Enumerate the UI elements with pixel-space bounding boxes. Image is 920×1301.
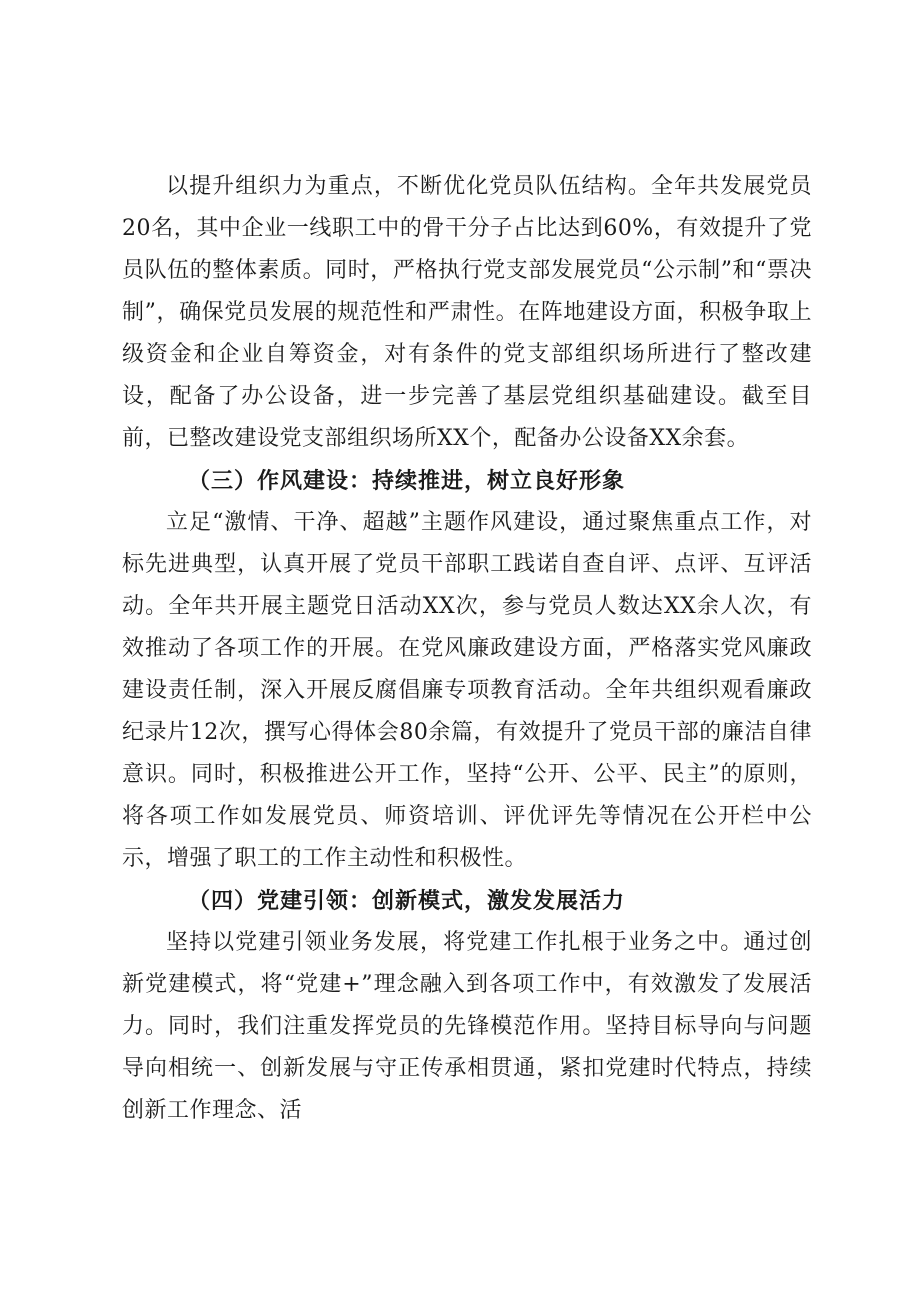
paragraph-party-leadership: 坚持以党建引领业务发展，将党建工作扎根于业务之中。通过创新党建模式，将“党建+”理念融入到各项工作中，有效激发了发展活力。同时，我们注重发挥党员的先锋模范作用。坚持目标导向与问题导向相统一、创新发展与守正传承相贯通，紧扣党建时代特点，持续创新工作理念、活 bbox=[122, 930, 812, 1123]
section-heading-4: （四）党建引领：创新模式，激发发展活力 bbox=[188, 888, 626, 914]
paragraph-organization: 以提升组织力为重点，不断优化党员队伍结构。全年共发展党员20名，其中企业一线职工中的骨干分子占比达到60%，有效提升了党员队伍的整体素质。同时，严格执行党支部发展党员“公示制”和“票决制”，确保党员发展的规范性和严肃性。在阵地建设方面，积极争取上级资金和企业自筹资金，对有条件的党支部组织场所进行了整改建设，配备了办公设备，进一步完善了基层党组织基础建设。截至目前，已整改建设党支部组织场所XX个，配备办公设备XX余套。 bbox=[122, 174, 812, 451]
paragraph-work-style: 立足“激情、干净、超越”主题作风建设，通过聚焦重点工作，对标先进典型，认真开展了党员干部职工践诺自查自评、点评、互评活动。全年共开展主题党日活动XX次，参与党员人数达XX余人次，有效推动了各项工作的开展。在党风廉政建设方面，严格落实党风廉政建设责任制，深入开展反腐倡廉专项教育活动。全年共组织观看廉政纪录片12次，撰写心得体会80余篇，有效提升了党员干部的廉洁自律意识。同时，积极推进公开工作，坚持“公开、公平、民主”的原则，将各项工作如发展党员、师资培训、评优评先等情况在公开栏中公示，增强了职工的工作主动性和积极性。 bbox=[122, 510, 812, 871]
section-heading-3: （三）作风建设：持续推进，树立良好形象 bbox=[188, 468, 626, 494]
document-body bbox=[122, 166, 812, 1132]
